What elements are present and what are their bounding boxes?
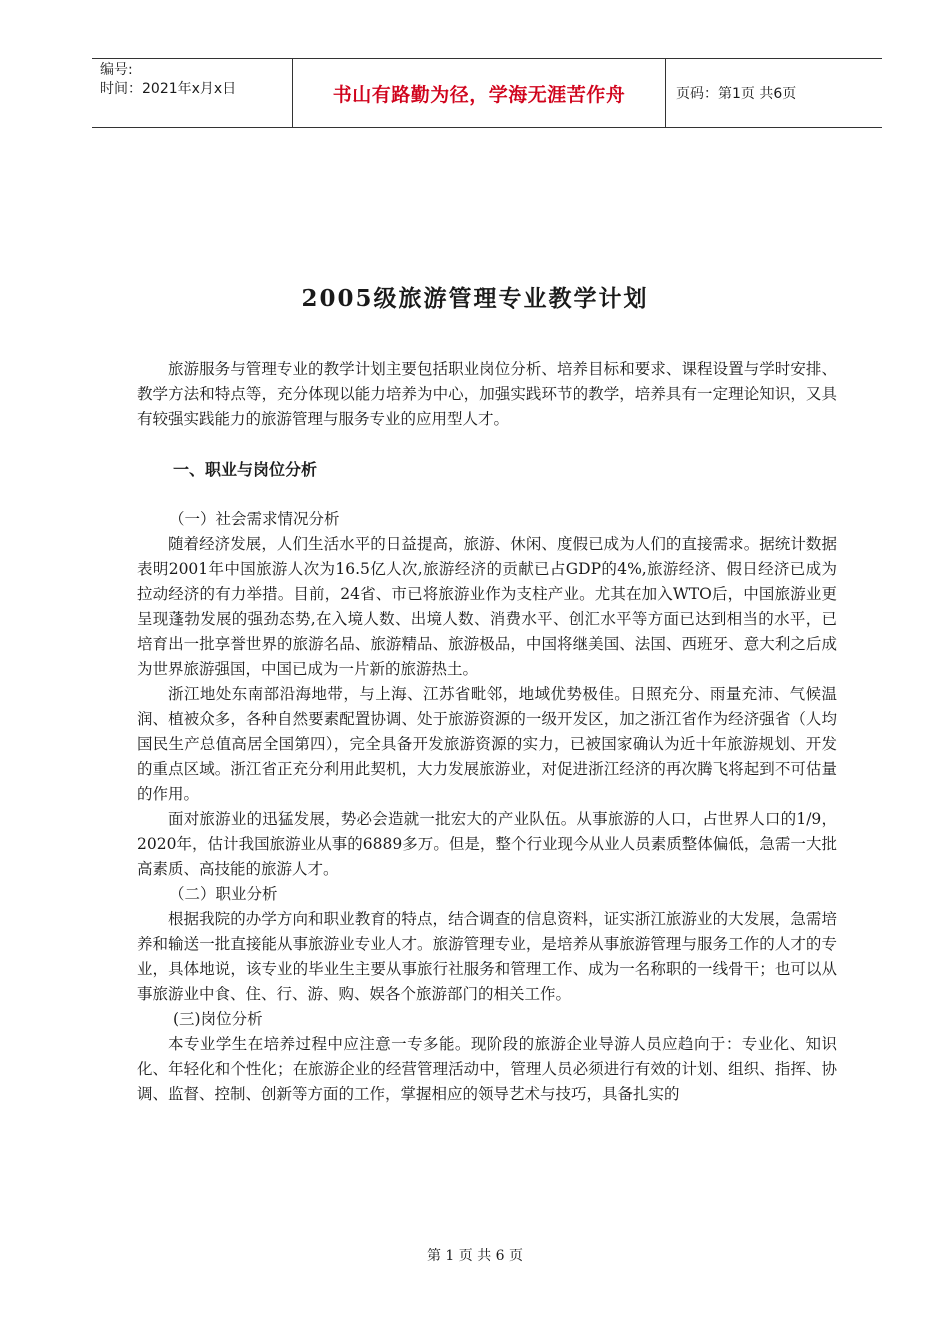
document-time-label: 时间：2021年x月x日 xyxy=(100,81,237,97)
header-motto: 书山有路勤为径，学海无涯苦作舟 xyxy=(293,59,666,127)
intro-paragraph: 旅游服务与管理专业的教学计划主要包括职业岗位分析、培养目标和要求、课程设置与学时安排、教学方法和特点等，充分体现以能力培养为中心，加强实践环节的教学，培养具有一定理论知识，又具有较强实践能力的旅游管理与服务专业的应用型人才。 xyxy=(137,360,837,428)
document-number-label: 编号: xyxy=(100,62,133,78)
document-title: 2005级旅游管理专业教学计划 xyxy=(301,285,649,312)
subsection-heading-career: （二）职业分析 xyxy=(169,885,278,903)
subsection-heading-position: (三)岗位分析 xyxy=(173,1010,263,1028)
document-body xyxy=(137,357,837,1107)
page-footer: 第 1 页 共 6 页 xyxy=(426,1248,524,1264)
paragraph-social-demand-3: 面对旅游业的迅猛发展，势必会造就一批宏大的产业队伍。从事旅游的人口，占世界人口的1/9，2020年，估计我国旅游业从事的6889多万。但是，整个行业现今从业人员素质整体偏低，急需一大批高素质、高技能的旅游人才。 xyxy=(137,810,837,878)
paragraph-social-demand-2: 浙江地处东南部沿海地带，与上海、江苏省毗邻，地域优势极佳。日照充分、雨量充沛、气候温润、植被众多，各种自然要素配置协调、处于旅游资源的一级开发区，加之浙江省作为经济强省（人均国民生产总值高居全国第四），完全具备开发旅游资源的实力，已被国家确认为近十年旅游规划、开发的重点区域。浙江省正充分利用此契机，大力发展旅游业，对促进浙江经济的再次腾飞将起到不可估量的作用。 xyxy=(137,685,837,803)
header-page-info: 页码：第1页 共6页 xyxy=(676,86,797,102)
subsection-heading-social-demand: （一）社会需求情况分析 xyxy=(169,510,340,528)
paragraph-social-demand-1: 随着经济发展，人们生活水平的日益提高，旅游、休闲、度假已成为人们的直接需求。据统计数据表明2001年中国旅游人次为16.5亿人次,旅游经济的贡献已占GDP的4%,旅游经济、假日经济已成为拉动经济的有力举措。目前，24省、市已将旅游业作为支柱产业。尤其在加入WTO后，中国旅游业更呈现蓬勃发展的强劲态势,在入境人数、出境人数、消费水平、创汇水平等方面已达到相当的水平，已培育出一批享誉世界的旅游名品、旅游精品、旅游极品，中国将继美国、法国、西班牙、意大利之后成为世界旅游强国，中国已成为一片新的旅游热土。 xyxy=(137,535,837,678)
paragraph-career: 根据我院的办学方向和职业教育的特点，结合调查的信息资料，证实浙江旅游业的大发展，急需培养和输送一批直接能从事旅游业专业人才。旅游管理专业，是培养从事旅游管理与服务工作的人才的专业，具体地说，该专业的毕业生主要从事旅行社服务和管理工作、成为一名称职的一线骨干；也可以从事旅游业中食、住、行、游、购、娱各个旅游部门的相关工作。 xyxy=(137,910,837,1003)
header-info-cell xyxy=(92,59,293,127)
section-heading-career-analysis: 一、职业与岗位分析 xyxy=(173,460,318,479)
page-header xyxy=(92,58,882,128)
paragraph-position: 本专业学生在培养过程中应注意一专多能。现阶段的旅游企业导游人员应趋向于：专业化、知识化、年轻化和个性化；在旅游企业的经营管理活动中，管理人员必须进行有效的计划、组织、指挥、协调、监督、控制、创新等方面的工作，掌握相应的领导艺术与技巧，具备扎实的 xyxy=(137,1035,837,1103)
